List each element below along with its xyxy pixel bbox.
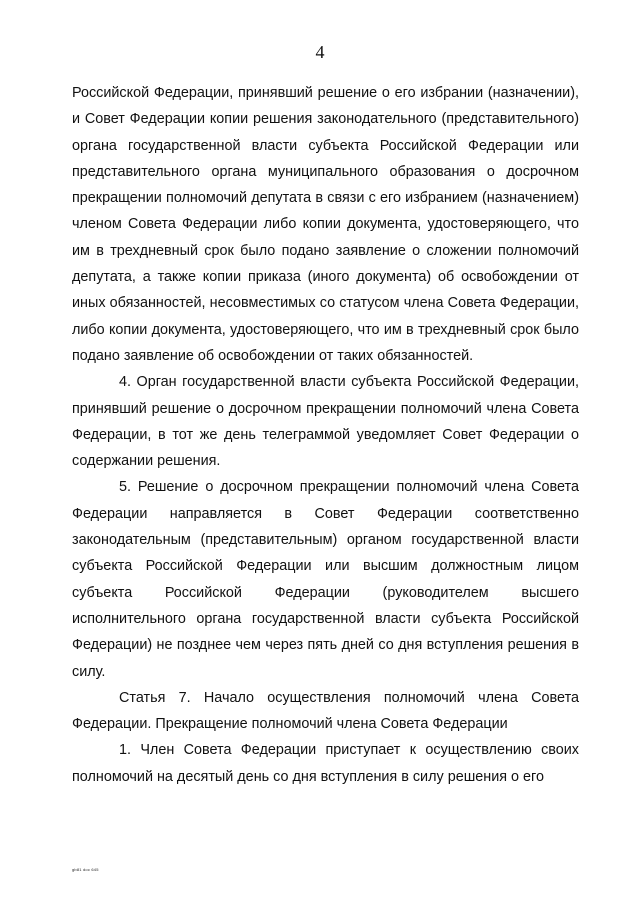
paragraph-item-5: 5. Решение о досрочном прекращении полномочий члена Совета Федерации направляется в Совет Федерации соответственно законодательным (представительным) органом государственной власти субъекта Российской Федерации или высшим должностным лицом субъекта Российской Федерации (руководителем высшего исполнительного органа государственной власти субъекта Российской Федерации) не позднее чем через пять дней со дня вступления решения в силу. <box>72 479 579 680</box>
page-number: 4 <box>315 42 325 62</box>
footer-doc-id: gb81 doc 645 <box>72 867 99 872</box>
document-body <box>72 80 579 790</box>
paragraph-continuation: Российской Федерации, принявший решение о его избрании (назначении), и Совет Федерации копии решения законодательного (представительного) органа государственной власти субъекта Российской Федерации или представительного органа муниципального образования о досрочном прекращении полномочий депутата в связи с его избранием (назначением) членом Совета Федерации либо копии документа, удостоверяющего, что им в трехдневный срок было подано заявление о сложении полномочий депутата, а также копии приказа (иного документа) об освобождении от иных обязанностей, несовместимых со статусом члена Совета Федерации, либо копии документа, удостоверяющего, что им в трехдневный срок было подано заявление об освобождении от таких обязанностей. <box>72 85 579 364</box>
paragraph-article-7-item-1: 1. Член Совета Федерации приступает к осуществлению своих полномочий на десятый день со дня вступления в силу решения о его <box>72 742 579 785</box>
paragraph-item-4: 4. Орган государственной власти субъекта Российской Федерации, принявший решение о досрочном прекращении полномочий члена Совета Федерации, в тот же день телеграммой уведомляет Совет Федерации о содержании решения. <box>72 374 579 470</box>
article-7-heading: Статья 7. Начало осуществления полномочий члена Совета Федерации. Прекращение полномочий члена Совета Федерации <box>72 689 579 733</box>
